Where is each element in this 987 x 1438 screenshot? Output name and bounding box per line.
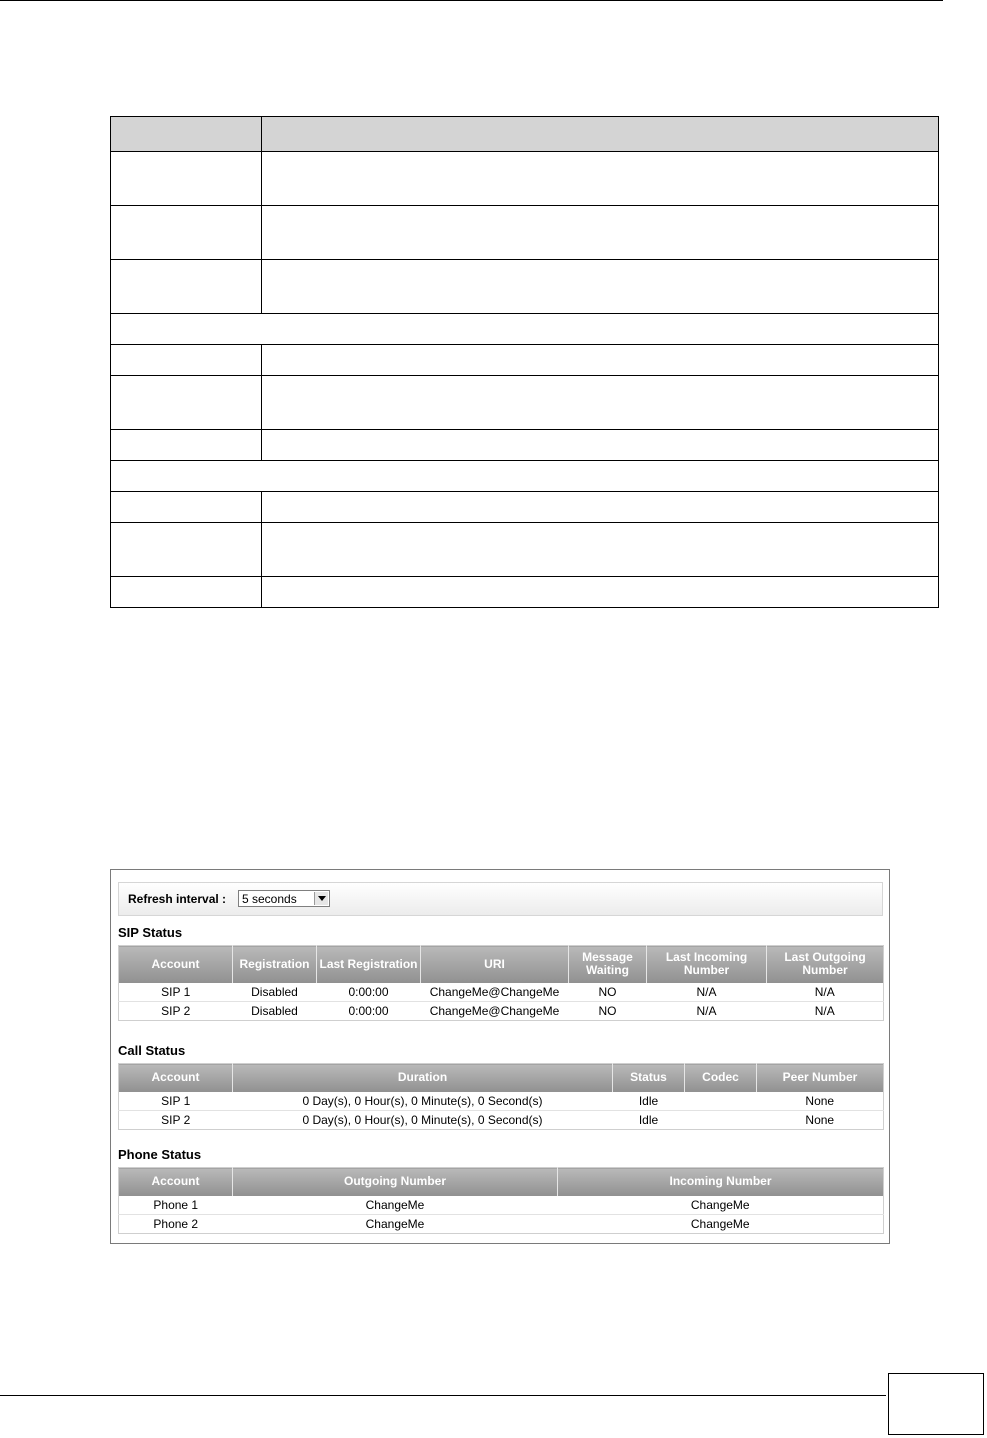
table-row [119,1196,884,1215]
table-cell: SIP 2 [161,1003,191,1018]
table-cell [262,577,939,608]
table-cell [262,260,939,314]
table-cell: ChangeMe [558,1196,884,1215]
description-table [110,116,939,608]
table-cell [111,260,262,314]
column-header: Peer Number [757,1064,884,1092]
table-cell: Disabled [233,983,317,1002]
table-cell: Phone 1 [119,1196,233,1215]
table-cell: 0 Day(s), 0 Hour(s), 0 Minute(s), 0 Second(s) [302,1112,543,1127]
table-cell: SIP 1 [119,983,233,1002]
table-cell: ChangeMe [690,1216,750,1231]
column-header: Last Incoming Number [647,946,767,983]
column-header: Account [119,1064,233,1092]
refresh-interval-value: 5 seconds [242,892,297,906]
page-number-box [888,1373,984,1435]
footer-rule [0,1395,886,1396]
refresh-bar [118,882,883,916]
column-header: Status [613,1064,685,1092]
table-cell [111,345,262,376]
column-header: Message Waiting [569,946,647,983]
table-cell [111,152,262,206]
table-cell: ChangeMe@ChangeMe [421,983,569,1002]
table-cell: Idle [613,1092,685,1111]
call-status-table [118,1063,884,1130]
column-header: Registration [233,946,317,983]
table-cell: Phone 2 [153,1216,199,1231]
column-header: Codec [685,1064,757,1092]
table-cell [111,430,262,461]
table-cell [262,152,939,206]
phone-status-title: Phone Status [118,1147,202,1162]
table-cell: N/A [814,1003,835,1018]
table-cell: Disabled [251,1003,298,1018]
table-cell [111,314,939,345]
table-cell [685,1110,757,1129]
refresh-interval-select[interactable] [238,890,330,907]
table-cell [262,523,939,577]
table-cell [262,117,939,152]
column-header: Account [119,1168,233,1196]
table-cell: SIP 2 [161,1112,191,1127]
header-rule [0,0,943,1]
table-cell: None [805,1112,835,1127]
table-cell [111,461,939,492]
status-screenshot [110,869,890,1244]
column-header: Last Registration [317,946,421,983]
table-cell [262,206,939,260]
table-cell [111,523,262,577]
table-cell [262,492,939,523]
refresh-interval-label: Refresh interval : [128,892,227,906]
table-cell [111,117,262,152]
table-cell: 0:00:00 [317,983,421,1002]
column-header: Last Outgoing Number [767,946,884,983]
table-cell: 0 Day(s), 0 Hour(s), 0 Minute(s), 0 Second(s) [233,1092,613,1111]
phone-status-table [118,1167,884,1234]
call-status-title: Call Status [118,1043,186,1058]
table-row [119,1214,884,1233]
column-header: URI [421,946,569,983]
table-cell: NO [569,983,647,1002]
table-row [119,983,884,1002]
table-cell [262,430,939,461]
table-cell [111,376,262,430]
table-cell: N/A [647,983,767,1002]
sip-status-title: SIP Status [118,925,183,940]
table-cell [685,1092,757,1111]
table-cell: None [757,1092,884,1111]
table-row [119,1001,884,1020]
table-cell [111,577,262,608]
column-header: Duration [233,1064,613,1092]
table-cell: SIP 1 [119,1092,233,1111]
table-cell [111,492,262,523]
chevron-down-icon[interactable] [314,892,328,905]
column-header: Account [119,946,233,983]
table-cell [262,345,939,376]
table-cell: N/A [767,983,884,1002]
table-row [119,1110,884,1129]
table-row [119,1092,884,1111]
table-cell: Idle [638,1112,659,1127]
table-cell: 0:00:00 [348,1003,389,1018]
column-header: Outgoing Number [233,1168,558,1196]
sip-status-table [118,945,884,1021]
table-cell: ChangeMe@ChangeMe [429,1003,560,1018]
table-cell [111,206,262,260]
table-cell [262,376,939,430]
table-cell: N/A [696,1003,717,1018]
table-cell: ChangeMe [233,1196,558,1215]
column-header: Incoming Number [558,1168,884,1196]
table-cell: ChangeMe [365,1216,425,1231]
table-cell: NO [598,1003,617,1018]
